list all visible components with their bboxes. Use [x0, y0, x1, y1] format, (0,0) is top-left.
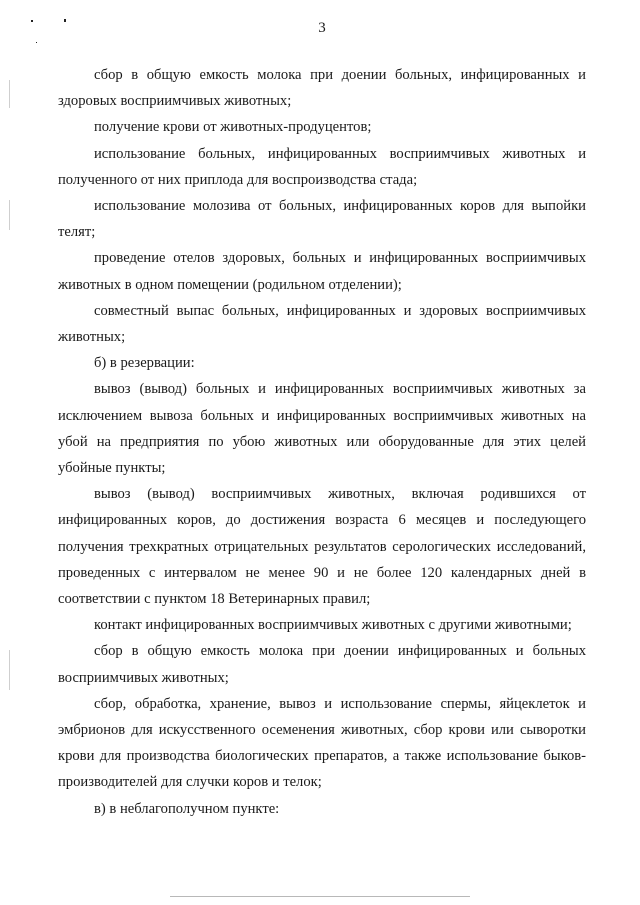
paragraph: проведение отелов здоровых, больных и инфицированных восприимчивых животных в одном помещении (родильном отделении);: [58, 250, 586, 293]
paragraph: вывоз (вывод) больных и инфицированных восприимчивых животных за исключением вывоза больных и инфицированных восприимчивых животных на убой на предприятия по убою животных или оборудованные для этих целей убойные пункты;: [58, 381, 586, 477]
scan-edge-mark: [9, 80, 10, 108]
scan-edge-mark: [9, 200, 10, 230]
scan-speck: [36, 42, 37, 43]
scan-bottom-edge: [170, 896, 470, 897]
paragraph: совместный выпас больных, инфицированных и здоровых восприимчивых животных;: [58, 302, 586, 346]
paragraph: контакт инфицированных восприимчивых животных с другими животными;: [94, 617, 572, 634]
scan-edge-mark: [9, 650, 10, 690]
paragraph: получение крови от животных-продуцентов;: [94, 119, 372, 136]
page-number: 3: [318, 20, 326, 36]
section-heading: в) в неблагополучном пункте:: [94, 800, 280, 817]
paragraph: сбор в общую емкость молока при доении инфицированных и больных восприимчивых животных;: [58, 643, 586, 686]
paragraph: сбор в общую емкость молока при доении больных, инфицированных и здоровых восприимчивых животных;: [58, 67, 586, 110]
paragraph: вывоз (вывод) восприимчивых животных, включая родившихся от инфицированных коров, до достижения возраста 6 месяцев и последующего получения трехкратных отрицательных результатов серологических исследований, проведенных с интервалом не менее 90 и не более 120 календарных дней в соответствии с пунктом 18 Ветеринарных правил;: [58, 486, 586, 608]
paragraph: использование больных, инфицированных восприимчивых животных и полученного от них приплода для воспроизводства стада;: [58, 145, 586, 188]
paragraph: использование молозива от больных, инфицированных коров для выпойки телят;: [58, 198, 586, 241]
document-body: [58, 62, 586, 822]
section-heading: б) в резервации:: [94, 355, 195, 372]
paragraph: сбор, обработка, хранение, вывоз и использование спермы, яйцеклеток и эмбрионов для искусственного осеменения животных, сбор крови или сыворотки крови для производства биологических препаратов, а также использование быков-производителей для случки коров и телок;: [58, 695, 586, 791]
